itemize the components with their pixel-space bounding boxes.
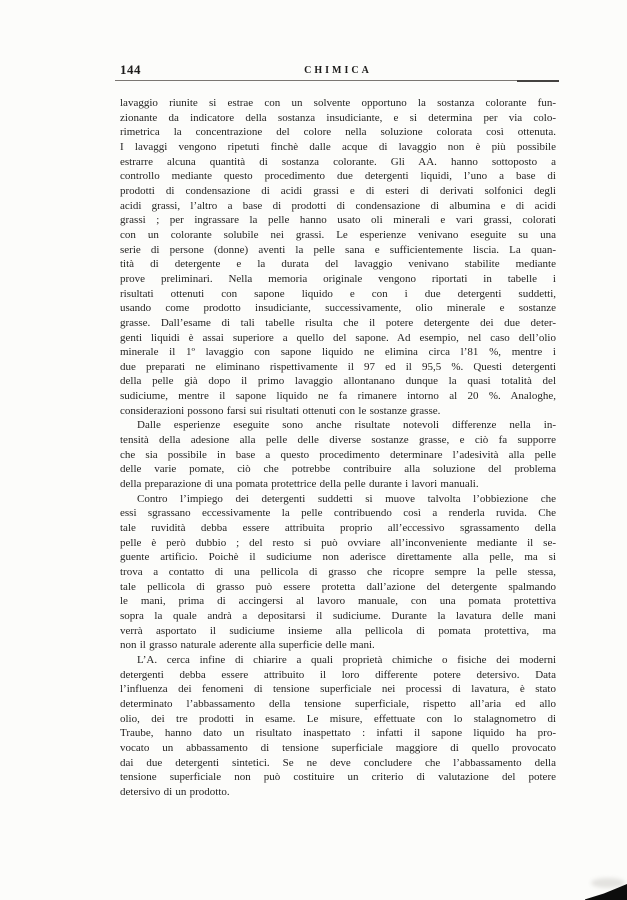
text-line: tale pellicola di grasso può essere protetta dall’azione del detergente spalmando (120, 580, 556, 593)
text-line: le mani, prima di accingersi al lavoro manuale, con una pomata protettiva (120, 595, 556, 608)
text-line: essi sgrassano eccessivamente la pelle contribuendo così a renderla ruvida. Che (120, 507, 556, 520)
text-line: acidi grassi, l’altro a base di prodotti di condensazione di albumina e di acidi (120, 199, 556, 212)
text-line: non il grasso naturale aderente alla superficie delle mani. (120, 639, 375, 652)
text-line: I lavaggi vengono ripetuti finchè dalle acque di lavaggio non è più possibile (120, 140, 556, 153)
text-line: della pelle già dopo il primo lavaggio allontanano dunque la quasi totalità del (120, 375, 556, 388)
paragraph (120, 418, 556, 491)
paragraph (120, 653, 556, 800)
text-line: genti liquidi è assai superiore a quello del sapone. Ad esempio, nel caso dell’olio (120, 331, 556, 344)
paragraph (120, 96, 556, 418)
corner-smudge (591, 878, 625, 888)
text-line: detergenti debba essere attribuito il loro differente potere detersivo. Data (120, 668, 556, 681)
text-line: delle varie pomate, ciò che potrebbe contribuire alla soluzione del problema (120, 463, 556, 476)
text-line: guente artificio. Poichè il sudiciume non aderisce direttamente alla pelle, ma si (120, 551, 556, 564)
text-line: minerale il 1º lavaggio con sapone liquido ne elimina circa l’81 %, mentre i (120, 346, 556, 359)
text-line: L’A. cerca infine di chiarire a quali proprietà chimiche o fisiche dei moderni (137, 653, 556, 666)
text-line: prove preliminari. Nella memoria originale vengono riportati in tabelle i (120, 272, 556, 285)
text-line: che sia possibile in base a questo procedimento determinare l’adesività alla pelle (120, 448, 556, 461)
text-line: Dalle esperienze eseguite sono anche risultate notevoli differenze nella in- (137, 419, 556, 432)
text-line: determinato l’abbassamento della tensione superficiale, rispetto all’aria ed allo (120, 697, 556, 710)
text-line: detersivo di un prodotto. (120, 785, 230, 798)
text-line: vocato un abbassamento di tensione superficiale maggiore di quello provocato (120, 741, 556, 754)
text-line: con un colorante solubile nei grassi. Le esperienze venivano eseguite su una (120, 228, 556, 241)
text-line: tensità della adesione alla pelle delle diverse sostanze grasse, e ciò fa supporre (120, 434, 556, 447)
header-rule-dark-segment (517, 80, 559, 82)
text-line: considerazioni possono farsi sui risultati ottenuti con le sostanze grasse. (120, 404, 441, 417)
text-line: olio, dei tre prodotti in esame. Le misure, effettuate con lo stalagnometro di (120, 712, 556, 725)
article-text (120, 96, 556, 800)
text-line: estrarre alcuna quantità di sostanza colorante. Gli AA. hanno sottoposto a (120, 155, 556, 168)
running-title: CHIMICA (304, 65, 372, 76)
text-line: lavaggio riunite si estrae con un solvente opportuno la sostanza colorante fun- (120, 97, 556, 109)
text-line: Contro l’impiego dei detergenti suddetti si muove talvolta l’obbiezione che (137, 492, 556, 505)
text-line: controllo mediante questo procedimento due detergenti liquidi, l’uno a base di (120, 170, 556, 183)
text-line: tale ruvidità debba essere attribuita proprio all’eccessivo sgrassamento della (120, 522, 556, 535)
text-line: tensione superficiale non può costituire un criterio di valutazione del potere (120, 771, 556, 784)
page-header (120, 62, 556, 82)
text-line: serie di persone (donne) aventi la pelle sana e sufficientemente liscia. La quan- (120, 243, 556, 256)
header-rule (115, 80, 559, 81)
text-line: grassi ; per ingrassare la pelle hanno usato oli minerali e vari grassi, colorati (120, 214, 556, 227)
text-line: tità di detergente e la durata del lavaggio venivano stabilite mediante (120, 258, 556, 271)
text-line: usando come prodotto insudiciante, successivamente, olio minerale e sostanze (120, 302, 556, 315)
text-line: sopra la quale andrà a depositarsi il sudiciume. Durante la lavatura delle mani (120, 609, 556, 622)
text-line: trova a contatto di una pellicola di grasso che ricopre sempre la pelle stessa, (120, 566, 556, 578)
page-number: 144 (120, 62, 141, 77)
text-line: rimetrica la concentrazione del colore nella soluzione colorata così ottenuta. (120, 126, 556, 139)
text-line: l’influenza dei fenomeni di tensione superficiale nei processi di lavatura, è stato (120, 683, 556, 696)
text-line: due preparati ne eliminano rispettivamente il 97 ed il 95,5 %. Questi detergenti (120, 360, 556, 373)
text-line: Traube, hanno dato un risultato inaspettato : infatti il sapone liquido ha pro- (120, 727, 556, 740)
text-line: zionante da indicatore della sostanza insudiciante, e si determina per via colo- (120, 111, 556, 124)
text-line: verrà asportato il sudiciume insieme alla pellicola di pomata protettiva, ma (120, 624, 556, 637)
paragraph (120, 492, 556, 653)
text-line: della preparazione di una pomata protettrice della pelle durante i lavori manuali. (120, 478, 479, 491)
text-line: dai due detergenti sintetici. Se ne deve concludere che l’abbassamento della (120, 756, 556, 769)
text-line: grasse. Dall’esame di tali tabelle risulta che il potere detergente dei due deter- (120, 316, 556, 329)
text-line: risultati ottenuti con sapone liquido e con i due detergenti suddetti, (120, 287, 556, 300)
text-line: sudiciume, mentre il sapone liquido ne fa rimanere intorno al 20 %. Analoghe, (120, 390, 556, 403)
text-line: prodotti di condensazione di acidi grassi e di esteri di derivati solfonici degli (120, 184, 556, 197)
text-line: pelle è però dubbio ; del resto si può ovviare all’inconveniente mediante il se- (120, 536, 556, 549)
